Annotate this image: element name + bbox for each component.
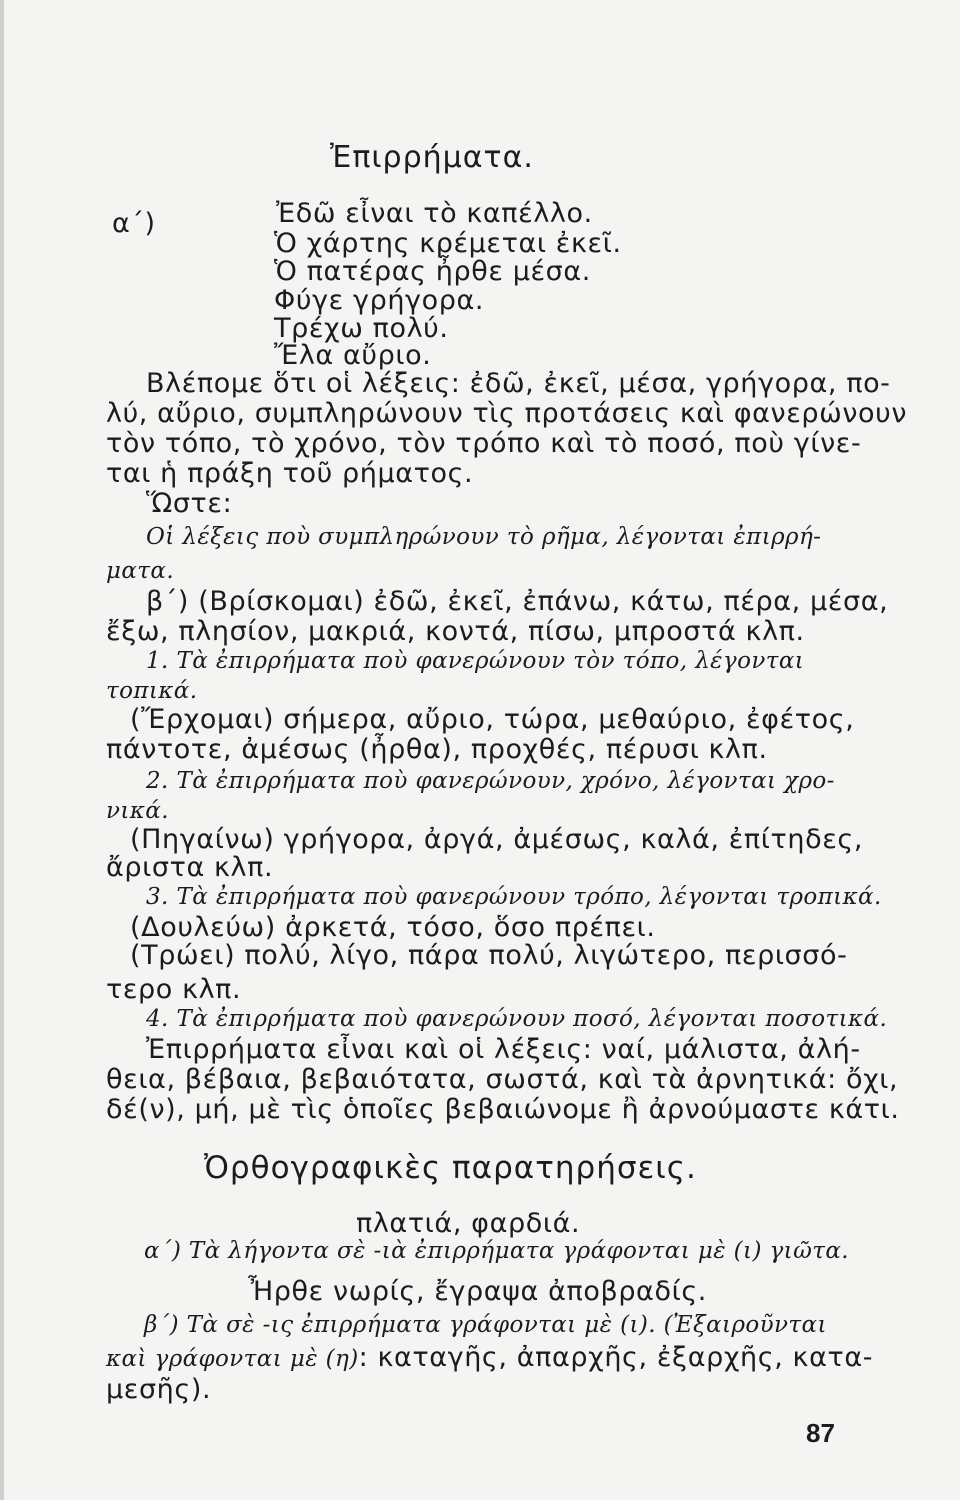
example-manner: ἄριστα κλπ. [106, 852, 274, 883]
paragraph-line: Βλέπομε ὅτι οἱ λέξεις: ἐδῶ, ἐκεῖ, μέσα, γρήγορα, πο- [146, 368, 891, 399]
orthography-rule-b: β΄) Τὰ σὲ -ις ἐπιρρήματα γράφονται μὲ (ι). (Ἐξαιροῦνται [144, 1312, 827, 1338]
section-title-orthography: Ὀρθογραφικὲς παρατηρήσεις. [204, 1150, 697, 1186]
example-line: Ἦρθε νωρίς, ἔγραψα ἀποβραδίς. [248, 1276, 707, 1307]
paragraph-line: Ἐπιρρήματα εἶναι καὶ οἱ λέξεις: ναί, μάλιστα, ἀλή- [146, 1034, 861, 1065]
orthography-rule-b-line3: μεσῆς). [106, 1374, 212, 1405]
paragraph-line: λύ, αὔριο, συμπληρώνουν τὶς προτάσεις καὶ φανερώνουν [106, 398, 908, 429]
paragraph-line: τὸν τόπο, τὸ χρόνο, τὸν τρόπο καὶ τὸ ποσό, ποὺ γίνε- [106, 428, 862, 459]
section-title-adverbs: Ἐπιρρήματα. [330, 140, 534, 175]
example-line: Ἔλα αὔριο. [274, 340, 432, 371]
example-line: Φύγε γρήγορα. [274, 285, 485, 316]
rule-definition: Οἱ λέξεις ποὺ συμπληρώνουν τὸ ρῆμα, λέγονται ἐπιρρή- [146, 524, 822, 550]
rule-temporal: 2. Τὰ ἐπιρρήματα ποὺ φανερώνουν, χρόνο, λέγονται χρο- [146, 768, 835, 794]
paragraph-line: θεια, βέβαια, βεβαιότατα, σωστά, καὶ τὰ ἀρνητικά: ὄχι, [106, 1064, 899, 1095]
example-temporal: (Ἔρχομαι) σήμερα, αὔριο, τώρα, μεθαύριο, ἐφέτος, [130, 704, 855, 735]
rule-manner: 3. Τὰ ἐπιρρήματα ποὺ φανερώνουν τρόπο, λέγονται τροπικά. [146, 884, 882, 910]
beta-line: β΄) (Βρίσκομαι) ἐδῶ, ἐκεῖ, ἐπάνω, κάτω, πέρα, μέσα, [146, 586, 889, 617]
example-quantity: τερο κλπ. [106, 974, 242, 1005]
orthography-rule-b-italic: καὶ γράφονται μὲ (η) [106, 1346, 359, 1372]
page-edge-shadow [0, 0, 4, 1500]
paragraph-line: ται ἡ πράξη τοῦ ρήματος. [106, 458, 474, 489]
rule-quantity: 4. Τὰ ἐπιρρήματα ποὺ φανερώνουν ποσό, λέγονται ποσοτικά. [146, 1006, 888, 1032]
example-line: πλατιά, φαρδιά. [356, 1208, 581, 1239]
example-quantity: (Δουλεύω) ἀρκετά, τόσο, ὅσο πρέπει. [130, 912, 656, 943]
example-line: Ἐδῶ εἶναι τὸ καπέλλο. [276, 198, 593, 229]
beta-line: ἔξω, πλησίον, μακριά, κοντά, πίσω, μπροστά κλπ. [106, 616, 805, 647]
example-quantity: (Τρώει) πολύ, λίγο, πάρα πολύ, λιγώτερο, περισσό- [130, 940, 848, 971]
rule-definition: ματα. [106, 558, 175, 584]
orthography-rule-a: α΄) Τὰ λήγοντα σὲ -ιὰ ἐπιρρήματα γράφονται μὲ (ι) γιῶτα. [144, 1238, 850, 1264]
rule-local: 1. Τὰ ἐπιρρήματα ποὺ φανερώνουν τὸν τόπο, λέγονται [146, 648, 805, 674]
example-line: Ὁ χάρτης κρέμεται ἐκεῖ. [274, 228, 622, 259]
page-number: 87 [806, 1418, 835, 1448]
example-manner: (Πηγαίνω) γρήγορα, ἀργά, ἀμέσως, καλά, ἐπίτηδες, [130, 824, 864, 855]
paragraph-line: δέ(ν), μή, μὲ τὶς ὁποῖες βεβαιώνομε ἢ ἀρνούμαστε κάτι. [106, 1094, 900, 1125]
hoste-line: Ὥστε: [146, 488, 233, 519]
example-line: Τρέχω πολύ. [274, 313, 449, 344]
rule-temporal: νικά. [106, 798, 169, 824]
label-alpha: α΄) [112, 208, 156, 239]
rule-local: τοπικά. [106, 678, 198, 704]
orthography-rule-b-line2 [106, 1344, 873, 1371]
orthography-rule-b-examples: : καταγῆς, ἀπαρχῆς, ἐξαρχῆς, κατα- [358, 1342, 874, 1373]
example-temporal: πάντοτε, ἀμέσως (ἦρθα), προχθές, πέρυσι κλπ. [106, 734, 768, 765]
example-line: Ὁ πατέρας ἦρθε μέσα. [274, 256, 591, 287]
